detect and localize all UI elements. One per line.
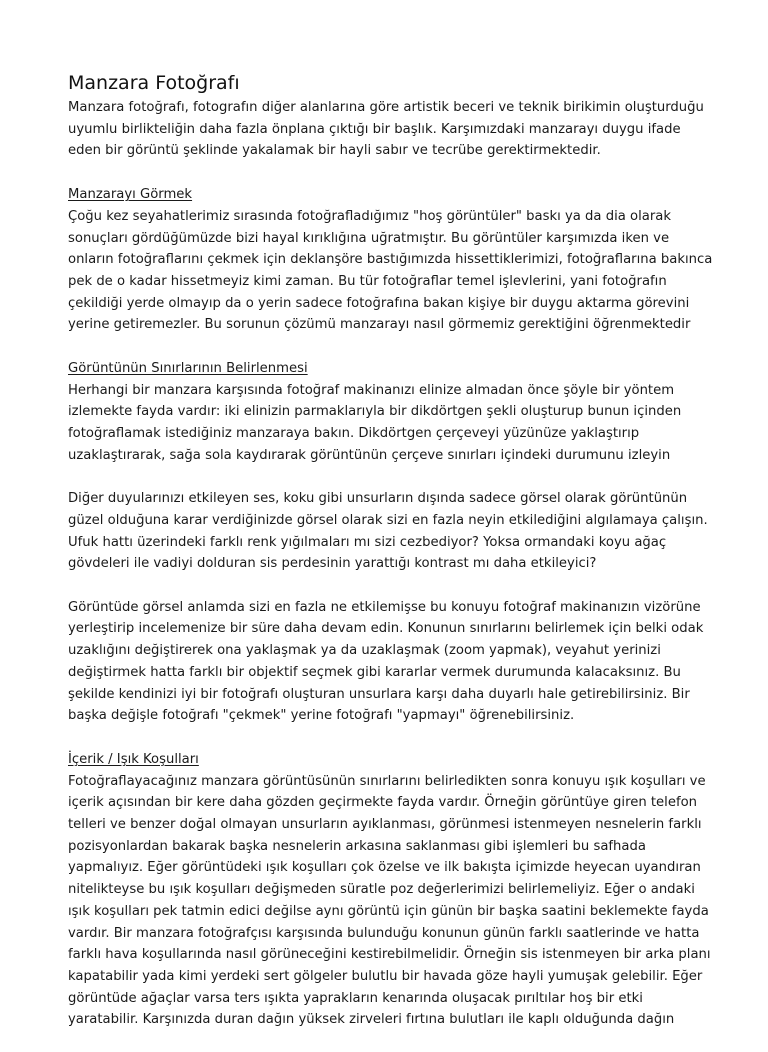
text-line: yerleştirip incelemenize bir süre daha devam edin. Konunun sınırlarını belirlemek için belki odak — [68, 621, 704, 637]
text-line: güzel olduğuna karar verdiğinizde görsel olarak sizi en fazla neyin etkilediğini algılamaya çalışın. — [68, 512, 708, 528]
paragraph — [68, 597, 718, 727]
section-2 — [68, 357, 718, 727]
section-heading: Görüntünün Sınırlarının Belirlenmesi — [68, 361, 308, 377]
paragraph — [68, 771, 718, 1031]
text-line: başka değişle fotoğrafı "çekmek" yerine fotoğrafı "yapmayı" öğrenebilirsiniz. — [68, 708, 575, 724]
text-line: yaratabilir. Karşınızda duran dağın yüksek zirveleri fırtına bulutları ile kaplı olduğunda dağın — [68, 1012, 675, 1028]
text-line: ışık koşulları pek tatmin edici değilse aynı görüntü için günün bir başka saatini beklemekte fayda — [68, 903, 709, 919]
section-3 — [68, 748, 718, 1031]
section-heading: İçerik / Işık Koşulları — [68, 751, 199, 767]
text-line: izlemekte fayda vardır: iki elinizin parmaklarıyla bir dikdörtgen şekli oluşturup bunun içinden — [68, 404, 682, 420]
page-title: Manzara Fotoğrafı — [68, 72, 240, 94]
text-line: Diğer duyularınızı etkileyen ses, koku gibi unsurların dışında sadece görsel olarak görüntünün — [68, 491, 688, 507]
text-line: telleri ve benzer doğal olmayan unsurların ayıklanması, görünmesi istenmeyen nesnelerin farklı — [68, 817, 702, 833]
text-line: fotoğraflamak istediğiniz manzaraya bakın. Dikdörtgen çerçeveyi yüzünüze yaklaştırıp — [68, 426, 640, 442]
text-line: sonuçları gördüğümüzde bizi hayal kırıklığına uğratmıştır. Bu görüntüler karşımızda iken ve — [68, 230, 670, 246]
text-line: Manzara fotoğrafı, fotografın diğer alanlarına göre artistik beceri ve teknik birikimin oluşturduğu — [68, 100, 704, 115]
text-line: Herhangi bir manzara karşısında fotoğraf makinanızı elinize almadan önce şöyle bir yöntem — [68, 382, 675, 398]
paragraph — [68, 97, 718, 162]
text-line: yerine getiremezler. Bu sorunun çözümü manzarayı nasıl görmemiz gerektiğini öğrenmektedir — [68, 317, 691, 333]
text-line: kapatabilir yada kimi yerdeki sert gölgeler bulutlu bir havada göze hayli yumuşak gelebilir. Eğer — [68, 968, 703, 984]
text-line: nitelikteyse bu ışık koşulları değişmeden süratle poz değerlerimizi belirlemeliyiz. Eğer o andaki — [68, 882, 695, 898]
text-line: Görüntüde görsel anlamda sizi en fazla ne etkilemişse bu konuyu fotoğraf makinanızın vizörüne — [68, 599, 701, 615]
text-line: Çoğu kez seyahatlerimiz sırasında fotoğrafladığımız "hoş görüntüler" baskı ya da dia olarak — [68, 208, 671, 224]
text-line: görüntüde ağaçlar varsa ters ışıkta yaprakların kenarında oluşacak pırıltılar hoş bir etki — [68, 990, 643, 1006]
paragraph — [68, 488, 718, 575]
text-line: onların fotoğraflarını çekmek için deklanşöre bastığımızda hissettiklerimizi, fotoğraflarına bakınca — [68, 252, 713, 268]
text-line: çekildiği yerde olmayıp da o yerin sadece fotoğrafına bakan kişiye bir duygu aktarma görevini — [68, 295, 690, 311]
paragraph — [68, 206, 718, 336]
text-line: farklı hava koşullarında nasıl görüneceğini kestirebilmelidir. Örneğin sis istenmeyen bir arka planı — [68, 947, 711, 963]
text-line: şekilde kendinizi iyi bir fotoğrafı oluşturan unsurlara karşı daha duyarlı hale getirebilirsiniz. Bir — [68, 686, 690, 702]
paragraph — [68, 380, 718, 467]
text-line: gövdeleri ile vadiyi dolduran sis perdesinin yarattığı kontrast mı daha etkileyici? — [68, 556, 597, 572]
text-line: Ufuk hattı üzerindeki farklı renk yığılmaları mı sizi cezbediyor? Yoksa ormandaki koyu ağaç — [68, 534, 667, 550]
document-body — [68, 97, 718, 1031]
text-line: içerik açısından bir kere daha gözden geçirmekte fayda vardır. Örneğin görüntüye giren telefon — [68, 795, 698, 811]
section-1 — [68, 183, 718, 336]
section-heading: Manzarayı Görmek — [68, 187, 193, 203]
text-line: uyumlu birlikteliğin daha fazla önplana çıktığı bir başlık. Karşımızdaki manzarayı duygu ifade — [68, 121, 681, 137]
document-page — [68, 70, 718, 1052]
text-line: yapmalıyız. Eğer görüntüdeki ışık koşulları çok özelse ve ilk bakışta içimizde heyecan uyandıran — [68, 860, 701, 876]
text-line: pek de o kadar hissetmeyiz kimi zaman. Bu tür fotoğraflar temel işlevlerini, yani fotoğrafın — [68, 273, 667, 289]
section-0 — [68, 97, 718, 162]
text-line: eden bir görüntü şeklinde yakalamak bir hayli sabır ve tecrübe gerektirmektedir. — [68, 143, 601, 159]
text-line: pozisyonlardan bakarak başka nesnelerin arkasına saklanması gibi işlemleri bu safhada — [68, 838, 646, 854]
text-line: vardır. Bir manzara fotoğrafçısı karşısında bulunduğu konunun günün farklı saatlerinde ve hatta — [68, 925, 700, 941]
text-line: değiştirmek hatta farklı bir objektif seçmek gibi kararlar vermek durumunda kalacaksınız. Bu — [68, 664, 681, 680]
text-line: uzaklaştırarak, sağa sola kaydırarak görüntünün çerçeve sınırları içindeki durumunu izleyin — [68, 447, 671, 463]
text-line: Fotoğraflayacağınız manzara görüntüsünün sınırlarını belirledikten sonra konuyu ışık koşulları ve — [68, 773, 706, 789]
text-line: uzaklığını değiştirerek ona yaklaşmak ya da uzaklaşmak (zoom yapmak), veyahut yerinizi — [68, 643, 661, 659]
